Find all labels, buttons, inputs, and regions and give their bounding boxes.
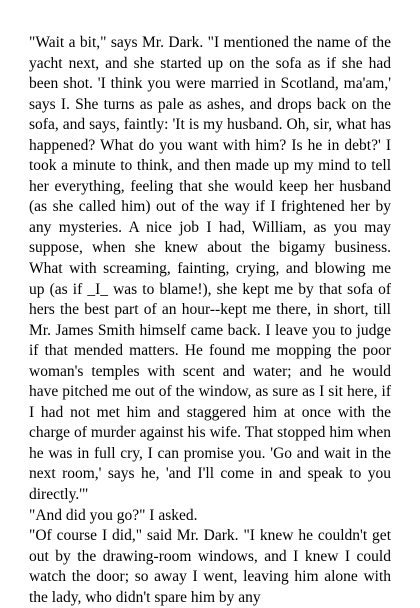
paragraph-mr-dark-reply: "Of course I did," said Mr. Dark. "I knew he couldn't get out by the drawing-room windows, and I knew I could watch the door; so away I went, leaving him alone with the lady, who didn't spare him by any: [29, 527, 391, 606]
paragraph-mr-dark-account: "Wait a bit," says Mr. Dark. "I mentioned the name of the yacht next, and she started up on the sofa as if she had been shot. 'I think you were married in Scotland, ma'am,' says I. She turns as pale as ashes, and drops back on the sofa, and says, faintly: 'It is my husband. Oh, sir, what has happened? What do you want with him? Is he in debt?' I took a minute to think, and then made up my mind to tell her everything, feeling that she would keep her husband (as she called him) out of the way if I frightened her by any mysteries. A nice job I had, William, as you may suppose, when she knew about the bigamy business. What with screaming, fainting, crying, and blowing me up (as if _I_ was to blame!), she kept me by that sofa of hers the best part of an hour--kept me there, in short, till Mr. James Smith himself came back. I leave you to judge if that mended matters. He found me mopping the poor woman's temples with scent and water; and he would have pitched me out of the window, as sure as I sit here, if I had not met him and staggered him at once with the charge of murder against his wife. That stopped him when he was in full cry, I can promise you. 'Go and wait in the next room,' says he, 'and I'll come in and speak to you directly.'": [29, 34, 391, 504]
paragraph-question: "And did you go?" I asked.: [29, 506, 198, 524]
